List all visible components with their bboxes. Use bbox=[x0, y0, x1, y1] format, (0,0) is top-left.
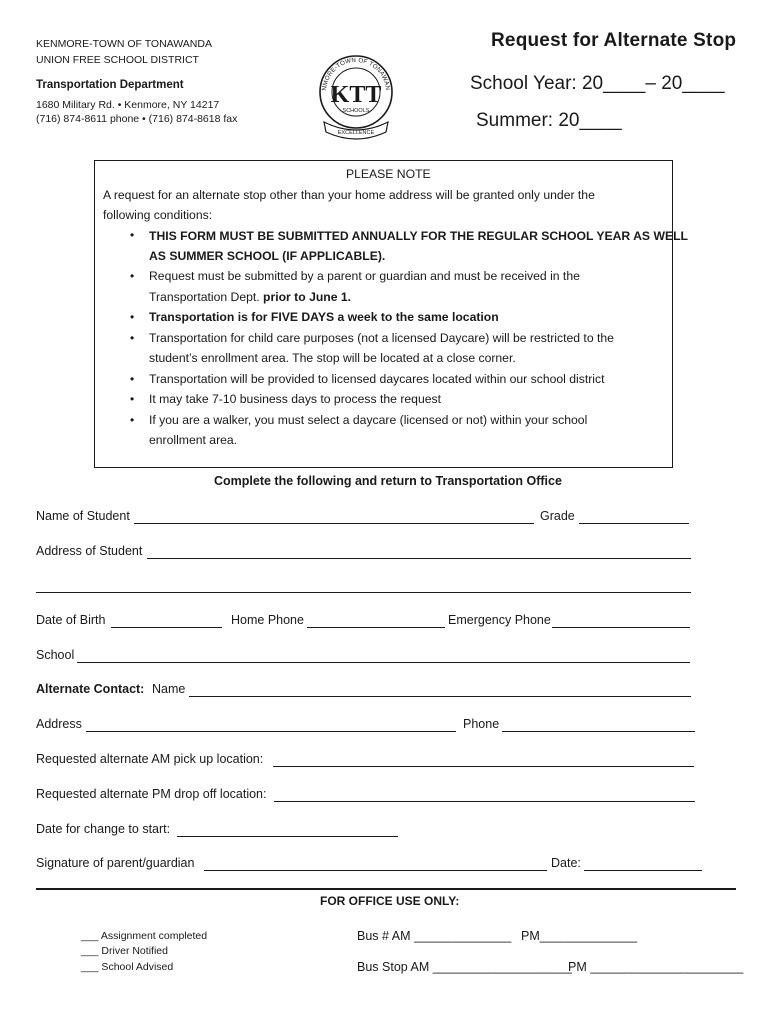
signature-label: Signature of parent/guardian bbox=[36, 856, 195, 870]
note-bullet-7-line2: enrollment area. bbox=[149, 433, 238, 447]
date-change-field[interactable] bbox=[177, 836, 398, 837]
assignment-completed-checkbox[interactable]: ___ Assignment completed bbox=[81, 930, 208, 942]
grade-label: Grade bbox=[540, 509, 575, 523]
pm-dropoff-field[interactable] bbox=[274, 801, 695, 802]
note-intro-line2: following conditions: bbox=[103, 208, 213, 222]
home-phone-field[interactable] bbox=[307, 627, 445, 628]
bullet-icon: • bbox=[130, 413, 135, 427]
driver-notified-checkbox[interactable]: ___ Driver Notified bbox=[81, 945, 168, 957]
note-bullet-4-line2: student’s enrollment area. The stop will be located at a close corner. bbox=[149, 351, 516, 365]
am-pickup-field[interactable] bbox=[273, 766, 694, 767]
district-name-line2: UNION FREE SCHOOL DISTRICT bbox=[36, 54, 199, 66]
school-label: School bbox=[36, 648, 75, 662]
pm-dropoff-label: Requested alternate PM drop off location: bbox=[36, 787, 267, 801]
department-name: Transportation Department bbox=[36, 79, 184, 91]
emergency-phone-field[interactable] bbox=[552, 627, 690, 628]
office-divider bbox=[36, 888, 736, 890]
student-name-field[interactable] bbox=[134, 523, 534, 524]
note-bullet-1-line2: AS SUMMER SCHOOL (IF APPLICABLE). bbox=[149, 249, 386, 263]
student-address-field-line2[interactable] bbox=[36, 592, 691, 593]
alternate-phone-label: Phone bbox=[463, 717, 500, 731]
date-change-label: Date for change to start: bbox=[36, 822, 171, 836]
form-instructions: Complete the following and return to Transportation Office bbox=[214, 474, 562, 488]
student-address-field[interactable] bbox=[147, 558, 691, 559]
summer-field: Summer: 20____ bbox=[476, 110, 622, 131]
bullet-icon: • bbox=[130, 372, 135, 386]
school-field[interactable] bbox=[77, 662, 690, 663]
note-bullet-2-line1: Request must be submitted by a parent or guardian and must be received in the bbox=[149, 269, 580, 283]
student-address-label: Address of Student bbox=[36, 544, 143, 558]
am-pickup-label: Requested alternate AM pick up location: bbox=[36, 752, 264, 766]
alternate-name-field[interactable] bbox=[189, 696, 691, 697]
bus-stop-pm-field[interactable]: PM ______________________ bbox=[568, 960, 744, 974]
note-bullet-7-line1: If you are a walker, you must select a daycare (licensed or not) within your school bbox=[149, 413, 588, 427]
please-note-heading: PLEASE NOTE bbox=[346, 167, 431, 181]
department-address: 1680 Military Rd. • Kenmore, NY 14217 bbox=[36, 99, 220, 111]
alternate-name-label: Name bbox=[152, 682, 186, 696]
bullet-icon: • bbox=[130, 228, 135, 242]
student-name-label: Name of Student bbox=[36, 509, 130, 523]
page-title: Request for Alternate Stop bbox=[491, 30, 737, 51]
bullet-icon: • bbox=[130, 331, 135, 345]
note-bullet-1-line1: THIS FORM MUST BE SUBMITTED ANNUALLY FOR THE REGULAR SCHOOL YEAR AS WELL bbox=[149, 229, 688, 243]
bus-number-am-field[interactable]: Bus # AM ______________ bbox=[357, 929, 512, 943]
logo-arc-text: NMORE-TOWN OF TONAWAN bbox=[320, 56, 392, 91]
department-contact: (716) 874-8611 phone • (716) 874-8618 fax bbox=[36, 113, 238, 125]
bullet-icon: • bbox=[130, 310, 135, 324]
note-intro-line1: A request for an alternate stop other than your home address will be granted only under the bbox=[103, 188, 595, 202]
alternate-address-field[interactable] bbox=[86, 731, 456, 732]
signature-date-label: Date: bbox=[551, 856, 581, 870]
bus-stop-am-field[interactable]: Bus Stop AM ____________________ bbox=[357, 960, 572, 974]
bullet-icon: • bbox=[130, 269, 135, 283]
date-of-birth-field[interactable] bbox=[111, 627, 222, 628]
alternate-contact-label: Alternate Contact: bbox=[36, 682, 145, 696]
school-year-field: School Year: 20____– 20____ bbox=[470, 73, 725, 94]
bus-number-pm-field[interactable]: PM______________ bbox=[521, 929, 638, 943]
note-bullet-2-text: Transportation Dept. bbox=[149, 290, 264, 304]
note-bullet-2-deadline: prior to June 1. bbox=[263, 290, 352, 304]
signature-field[interactable] bbox=[204, 870, 547, 871]
logo-motto: EXCELLENCE bbox=[337, 130, 375, 136]
emergency-phone-label: Emergency Phone bbox=[448, 613, 551, 627]
district-logo bbox=[316, 52, 396, 144]
note-bullet-6: It may take 7-10 business days to process the request bbox=[149, 392, 441, 406]
grade-field[interactable] bbox=[579, 523, 689, 524]
bullet-icon: • bbox=[130, 392, 135, 406]
office-use-heading: FOR OFFICE USE ONLY: bbox=[320, 894, 460, 908]
school-advised-checkbox[interactable]: ___ School Advised bbox=[81, 961, 174, 973]
home-phone-label: Home Phone bbox=[231, 613, 304, 627]
date-of-birth-label: Date of Birth bbox=[36, 613, 106, 627]
note-bullet-3: Transportation is for FIVE DAYS a week to the same location bbox=[149, 310, 499, 324]
logo-initials: KTT bbox=[330, 82, 382, 108]
district-name-line1: KENMORE-TOWN OF TONAWANDA bbox=[36, 38, 212, 50]
alternate-address-label: Address bbox=[36, 717, 82, 731]
note-bullet-5: Transportation will be provided to licensed daycares located within our school district bbox=[149, 372, 605, 386]
logo-schools-text: SCHOOLS bbox=[342, 108, 370, 114]
signature-date-field[interactable] bbox=[584, 870, 702, 871]
note-bullet-4-line1: Transportation for child care purposes (not a licensed Daycare) will be restricted to the bbox=[149, 331, 614, 345]
note-bullet-2-line2 bbox=[149, 290, 351, 304]
alternate-phone-field[interactable] bbox=[502, 731, 695, 732]
